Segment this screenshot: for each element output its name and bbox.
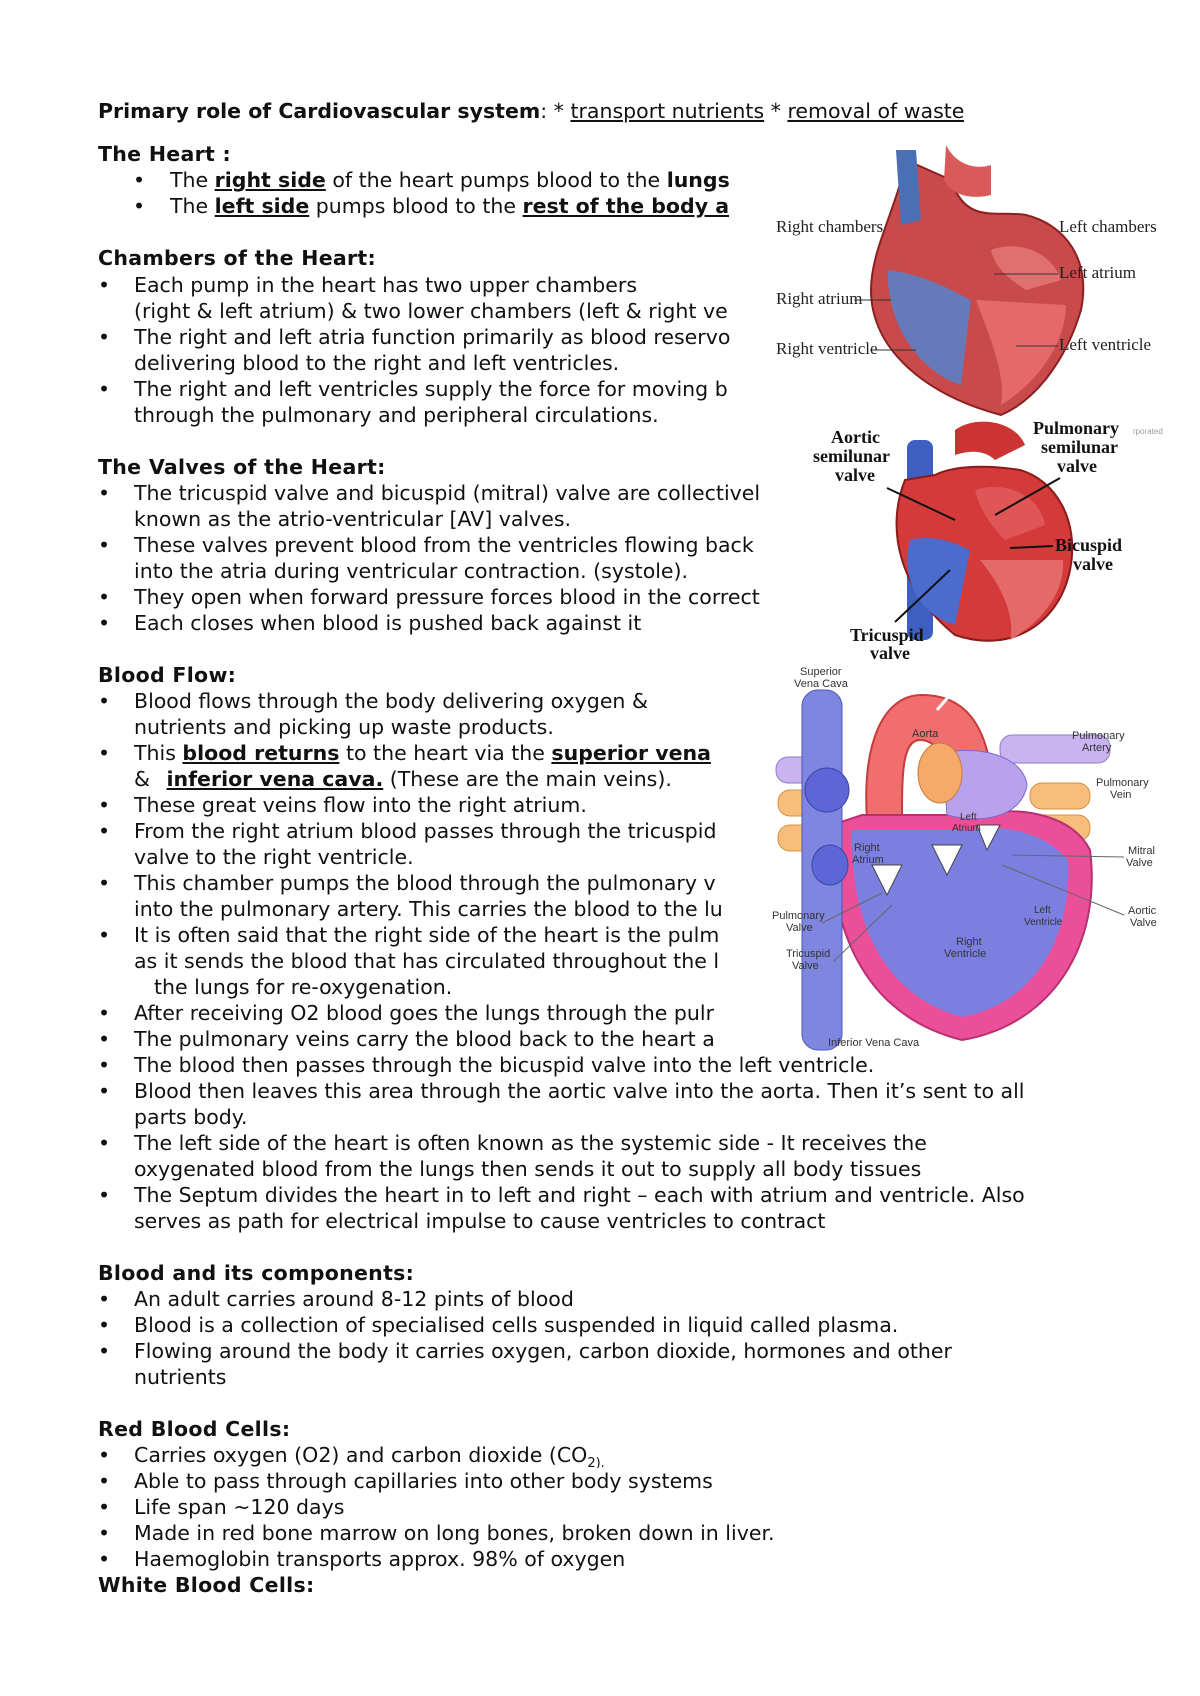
diagram2-label: valve — [1057, 456, 1097, 476]
diagram2-corner: rporated — [1133, 427, 1163, 436]
flow-line: nutrients and picking up waste products. — [134, 715, 554, 739]
flow-line: These great veins flow into the right atrium. — [134, 793, 587, 817]
flow-line: The pulmonary veins carry the blood back to the heart a — [134, 1027, 715, 1051]
valves-line: They open when forward pressure forces blood in the correct — [134, 585, 760, 609]
diagram2-label: Aortic — [831, 427, 880, 447]
flow-line: Blood flows through the body delivering oxygen & — [134, 689, 648, 713]
diagram2-label: Bicuspid — [1055, 535, 1123, 555]
rbc-heading: Red Blood Cells: — [98, 1417, 291, 1441]
components-line: An adult carries around 8-12 pints of blood — [134, 1287, 574, 1311]
diagram2-label: semilunar — [1041, 437, 1119, 457]
bullet: • — [98, 273, 111, 297]
diagram3-label: Aorta — [912, 728, 939, 740]
wbc-heading: White Blood Cells: — [98, 1573, 315, 1597]
diagram3-label: Vena Cava — [794, 678, 848, 690]
flow-line: parts body. — [134, 1105, 248, 1129]
diagram3-label: Superior — [800, 666, 842, 678]
diagram3-label: Atrium — [952, 823, 981, 834]
heart-bullet-right: The right side of the heart pumps blood to the lungs — [170, 168, 730, 192]
rbc-line: Haemoglobin transports approx. 98% of oxygen — [134, 1547, 626, 1571]
diagram3-label: Left — [1034, 905, 1051, 916]
diagram3-label: Right — [854, 842, 880, 854]
bullet: • — [98, 923, 111, 947]
flow-line: From the right atrium blood passes through the tricuspid — [134, 819, 717, 843]
bullet: • — [98, 1131, 111, 1155]
bullet: • — [98, 741, 111, 765]
diagram3-label: Pulmonary — [772, 910, 825, 922]
diagram3-label: Inferior Vena Cava — [828, 1037, 920, 1049]
bullet: • — [98, 585, 111, 609]
bullet: • — [98, 1287, 111, 1311]
diagram3-label: Ventricle — [944, 948, 987, 960]
bullet: • — [98, 533, 111, 557]
flow-line: The left side of the heart is often known as the systemic side - It receives the — [134, 1131, 927, 1155]
bullet: • — [98, 1495, 111, 1519]
diagram3-label: Artery — [1082, 742, 1112, 754]
diagram3-label: Right — [956, 936, 982, 948]
rbc-line: Able to pass through capillaries into other body systems — [134, 1469, 713, 1493]
bullet: • — [98, 1313, 111, 1337]
diagram3-label: Valve — [786, 922, 813, 934]
bullet: • — [98, 1339, 111, 1363]
diagram2-label: valve — [835, 465, 875, 485]
flow-line-returns: This blood returns to the heart via the superior vena — [134, 741, 711, 765]
flow-line: as it sends the blood that has circulated throughout the l — [134, 949, 720, 973]
flow-line: This chamber pumps the blood through the pulmonary v — [134, 871, 716, 895]
diagram3-label: Left — [960, 812, 977, 823]
bullet: • — [98, 1001, 111, 1025]
diagram2-label: valve — [1073, 554, 1113, 574]
bullet: • — [98, 1547, 111, 1571]
heart-chambers-diagram — [776, 140, 1168, 425]
components-heading: Blood and its components: — [98, 1261, 415, 1285]
intro-sep2: * — [764, 99, 788, 123]
diagram1-label: Left atrium — [1059, 263, 1136, 282]
chambers-line: The right and left atria function primarily as blood reservo — [134, 325, 731, 349]
diagram3-label: Aortic — [1128, 905, 1157, 917]
diagram3-label: Valve — [792, 960, 819, 972]
heart-valves-diagram — [805, 420, 1175, 660]
flow-line: Blood then leaves this area through the aortic valve into the aorta. Then it’s sent to all — [134, 1079, 1025, 1103]
flow-line: After receiving O2 blood goes the lungs through the pulr — [134, 1001, 715, 1025]
bullet: • — [98, 871, 111, 895]
diagram3-label: Valve — [1126, 857, 1153, 869]
diagram3-label: Pulmonary — [1072, 730, 1125, 742]
flow-line: The Septum divides the heart in to left and right – each with atrium and ventricle. Also — [134, 1183, 1025, 1207]
chambers-heading: Chambers of the Heart: — [98, 246, 377, 270]
intro-role-removal: removal of waste — [787, 99, 965, 123]
chambers-line: (right & left atrium) & two lower chambers (left & right ve — [134, 299, 728, 323]
components-line: Blood is a collection of specialised cells suspended in liquid called plasma. — [134, 1313, 899, 1337]
chambers-line: through the pulmonary and peripheral circulations. — [134, 403, 659, 427]
bullet: • — [98, 1027, 111, 1051]
flow-line: valve to the right ventricle. — [134, 845, 414, 869]
bullet: • — [98, 377, 111, 401]
bullet: • — [98, 1521, 111, 1545]
flow-line: serves as path for electrical impulse to cause ventricles to contract — [134, 1209, 826, 1233]
flow-line: oxygenated blood from the lungs then sends it out to supply all body tissues — [134, 1157, 922, 1181]
bullet: • — [98, 325, 111, 349]
diagram1-label: Left chambers — [1059, 217, 1157, 236]
components-line: Flowing around the body it carries oxygen, carbon dioxide, hormones and other — [134, 1339, 952, 1363]
bullet: • — [98, 1443, 111, 1467]
rbc-line: Life span ~120 days — [134, 1495, 345, 1519]
bullet: • — [98, 1469, 111, 1493]
intro-sep: : * — [540, 99, 571, 123]
bullet: • — [98, 819, 111, 843]
bullet: • — [98, 481, 111, 505]
valves-heading: The Valves of the Heart: — [98, 455, 386, 479]
diagram3-label: Tricuspid — [786, 948, 831, 960]
rbc-line: Made in red bone marrow on long bones, broken down in liver. — [134, 1521, 775, 1545]
heart-heading: The Heart : — [98, 142, 232, 166]
chambers-line: Each pump in the heart has two upper chambers — [134, 273, 638, 297]
diagram3-label: Vein — [1110, 789, 1132, 801]
bullet: • — [98, 1053, 111, 1077]
bullet: • — [98, 1183, 111, 1207]
heart-bullet-left: The left side pumps blood to the rest of the body a — [170, 194, 730, 218]
bullet: • — [98, 793, 111, 817]
valves-line: These valves prevent blood from the ventricles flowing back — [134, 533, 754, 557]
flow-line: the lungs for re-oxygenation. — [154, 975, 453, 999]
blood-flow-diagram — [772, 665, 1170, 1055]
diagram3-label: Valve — [1130, 917, 1157, 929]
chambers-line: The right and left ventricles supply the force for moving b — [134, 377, 728, 401]
diagram1-label: Left ventricle — [1059, 335, 1152, 354]
flow-heading: Blood Flow: — [98, 663, 237, 687]
diagram1-label: Right atrium — [776, 289, 863, 308]
diagram3-label: Ventricle — [1024, 917, 1063, 928]
bullet: • — [98, 689, 111, 713]
diagram2-label: Pulmonary — [1033, 420, 1120, 438]
flow-line: The blood then passes through the bicuspid valve into the left ventricle. — [134, 1053, 875, 1077]
intro-line — [98, 98, 964, 124]
valves-line: into the atria during ventricular contraction. (systole). — [134, 559, 689, 583]
valves-line: known as the atrio-ventricular [AV] valves. — [134, 507, 572, 531]
intro-role-transport: transport nutrients — [570, 99, 765, 123]
valves-line: The tricuspid valve and bicuspid (mitral) valve are collectivel — [134, 481, 761, 505]
chambers-line: delivering blood to the right and left ventricles. — [134, 351, 620, 375]
rbc-line-carries: Carries oxygen (O2) and carbon dioxide ($CO_{2).}$ — [134, 1443, 605, 1468]
flow-line: It is often said that the right side of the heart is the pulm — [134, 923, 720, 947]
diagram2-label: valve — [870, 643, 910, 660]
bullet: • — [133, 168, 146, 192]
diagram3-label: Atrium — [852, 854, 884, 866]
flow-line-ivc: & inferior vena cava. (These are the main veins). — [134, 767, 672, 791]
flow-line: into the pulmonary artery. This carries the blood to the lu — [134, 897, 723, 921]
diagram3-label: Pulmonary — [1096, 777, 1149, 789]
diagram1-label: Right ventricle — [776, 339, 878, 358]
bullet: • — [98, 611, 111, 635]
bullet: • — [133, 194, 146, 218]
components-line: nutrients — [134, 1365, 227, 1389]
diagram3-label: Mitral — [1128, 845, 1155, 857]
diagram2-label: Tricuspid — [850, 625, 924, 645]
bullet: • — [98, 1079, 111, 1103]
valves-line: Each closes when blood is pushed back against it — [134, 611, 642, 635]
diagram1-label: Right chambers — [776, 217, 884, 236]
diagram2-label: semilunar — [813, 446, 891, 466]
intro-label: Primary role of Cardiovascular system — [98, 99, 541, 123]
